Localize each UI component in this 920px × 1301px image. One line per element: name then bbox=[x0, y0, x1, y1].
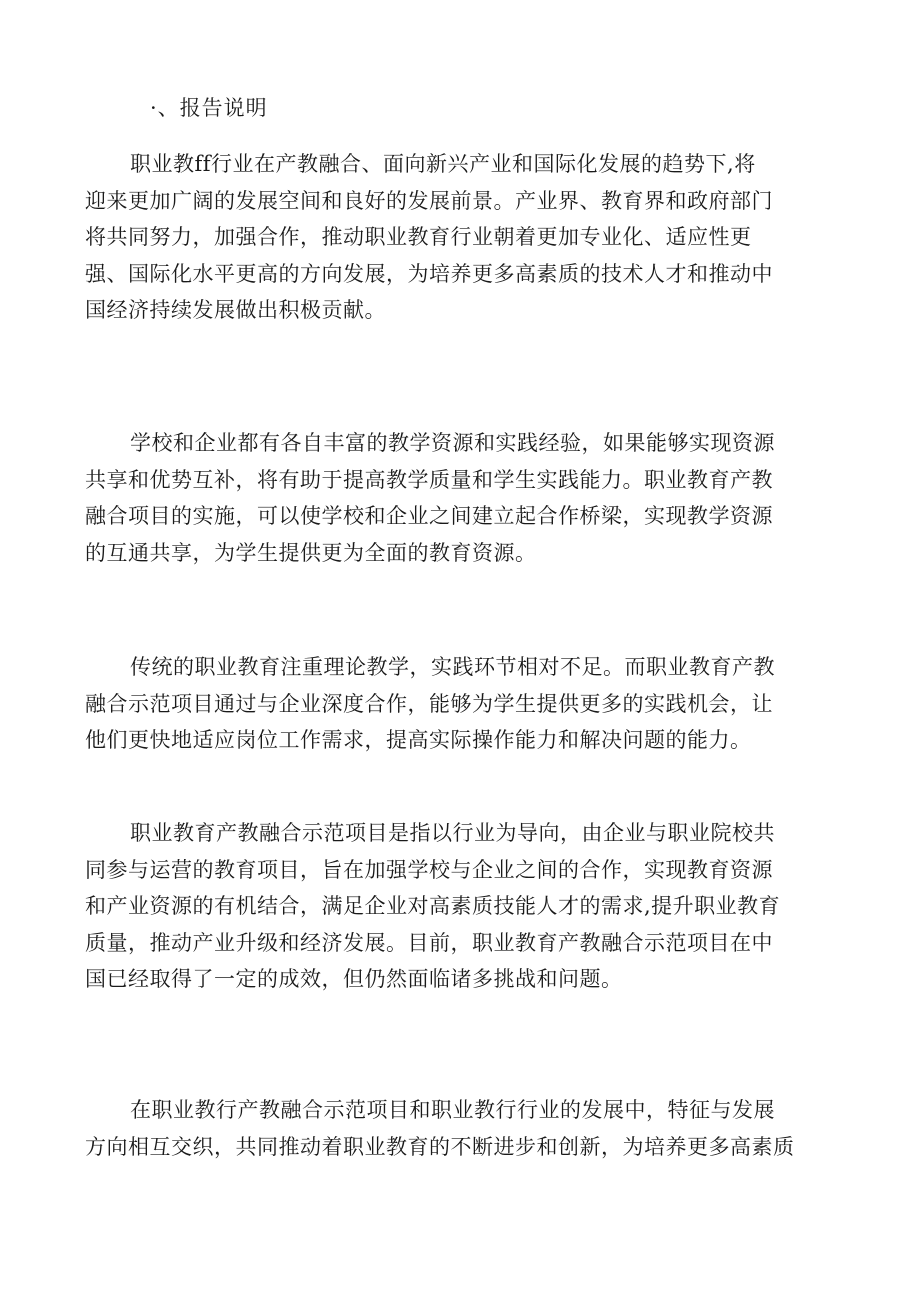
paragraph-line: 和产业资源的有机结合，满足企业对高素质技能人才的需求,提升职业教育 bbox=[85, 894, 781, 918]
paragraph-line: 他们更快地适应岗位工作需求，提高实际操作能力和解决问题的能力。 bbox=[85, 728, 752, 752]
paragraph-line: 职业教ff行业在产教融合、面向新兴产业和国际化发展的趋势下,将 bbox=[130, 152, 756, 176]
section-heading: ·、报告说明 bbox=[150, 96, 268, 120]
paragraph-line: 强、国际化水平更高的方向发展，为培养更多高素质的技术人才和推动中 bbox=[85, 261, 773, 286]
paragraph-line: 质量，推动产业升级和经济发展。目前，职业教育产教融合示范项目在中 bbox=[85, 930, 773, 955]
paragraph-line: 同参与运营的教育项目，旨在加强学校与企业之间的合作，实现教育资源 bbox=[85, 857, 773, 882]
paragraph-line: 国已经取得了一定的成效，但仍然面临诸多挑战和问题。 bbox=[85, 967, 623, 991]
paragraph-line: 融合项目的实施，可以使学校和企业之间建立起合作桥梁，实现教学资源 bbox=[85, 504, 773, 528]
paragraph-5 bbox=[85, 1092, 845, 1165]
paragraph-line: 职业教育产教融合示范项目是指以行业为导向，由企业与职业院校共 bbox=[130, 821, 775, 845]
paragraph-line: 共享和优势互补，将有助于提高教学质量和学生实践能力。职业教育产教 bbox=[85, 467, 773, 492]
paragraph-line: 国经济持续发展做出积极贡献。 bbox=[85, 298, 386, 322]
paragraph-line: 传统的职业教育注重理论教学，实践环节相对不足。而职业教育产教 bbox=[130, 655, 775, 679]
paragraph-line: 融合示范项目通过与企业深度合作，能够为学生提供更多的实践机会，让 bbox=[85, 691, 773, 716]
paragraph-4 bbox=[85, 815, 845, 998]
paragraph-line: 的互通共享，为学生提供更为全面的教育资源。 bbox=[85, 540, 537, 565]
paragraph-line: 方向相互交织，共同推动着职业教育的不断进步和创新，为培养更多高素质 bbox=[85, 1134, 795, 1159]
paragraph-line: 学校和企业都有各自丰富的教学资源和实践经验，如果能够实现资源 bbox=[130, 431, 775, 455]
paragraph-line: 在职业教行产教融合示范项目和职业教行行业的发展中，特征与发展 bbox=[130, 1098, 775, 1122]
paragraph-1 bbox=[85, 146, 845, 329]
paragraph-2 bbox=[85, 425, 845, 571]
paragraph-3 bbox=[85, 649, 845, 759]
paragraph-line: 将共同努力，加强合作，推动职业教育行业朝着更加专业化、适应性更 bbox=[85, 225, 752, 249]
paragraph-line: 迎来更加广阔的发展空间和良好的发展前景。产业界、教育界和政府部门 bbox=[85, 188, 773, 213]
